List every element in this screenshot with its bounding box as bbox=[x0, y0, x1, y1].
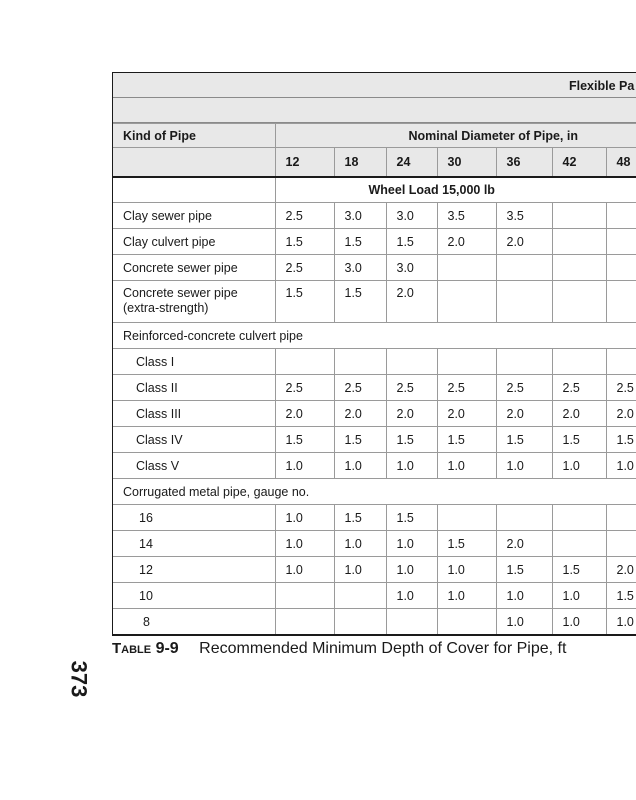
value-cell: 2.5 bbox=[606, 375, 636, 401]
value-cell bbox=[552, 349, 606, 375]
value-cell: 1.0 bbox=[386, 583, 437, 609]
value-cell: 1.5 bbox=[334, 505, 386, 531]
table-row bbox=[113, 229, 636, 255]
value-cell: 1.0 bbox=[386, 557, 437, 583]
value-cell: 1.0 bbox=[437, 583, 496, 609]
value-cell bbox=[606, 349, 636, 375]
value-cell: 2.0 bbox=[606, 401, 636, 427]
value-cell bbox=[606, 203, 636, 229]
group-row bbox=[113, 479, 636, 505]
wheel-load-label: Wheel Load 15,000 lb bbox=[275, 177, 636, 203]
group-row bbox=[113, 323, 636, 349]
wheel-load-blank bbox=[113, 177, 275, 203]
value-cell bbox=[496, 255, 552, 281]
table-row bbox=[113, 453, 636, 479]
value-cell: 2.5 bbox=[437, 375, 496, 401]
value-cell bbox=[437, 505, 496, 531]
value-cell: 1.0 bbox=[334, 557, 386, 583]
value-cell: 1.0 bbox=[552, 583, 606, 609]
table-row bbox=[113, 401, 636, 427]
value-cell bbox=[606, 229, 636, 255]
value-cell: 2.0 bbox=[437, 401, 496, 427]
value-cell: 1.0 bbox=[552, 453, 606, 479]
row-label: 8 bbox=[113, 609, 275, 635]
value-cell: 1.0 bbox=[437, 557, 496, 583]
table-caption bbox=[112, 634, 636, 658]
table-row bbox=[113, 427, 636, 453]
value-cell: 1.5 bbox=[386, 505, 437, 531]
value-cell: 1.5 bbox=[496, 427, 552, 453]
value-cell: 1.5 bbox=[437, 427, 496, 453]
value-cell: 1.5 bbox=[606, 583, 636, 609]
table-row bbox=[113, 203, 636, 229]
value-cell: 3.5 bbox=[437, 203, 496, 229]
value-cell: 1.5 bbox=[552, 557, 606, 583]
value-cell bbox=[496, 349, 552, 375]
value-cell bbox=[552, 229, 606, 255]
value-cell bbox=[275, 609, 334, 635]
value-cell bbox=[437, 255, 496, 281]
value-cell: 1.5 bbox=[386, 229, 437, 255]
value-cell: 1.0 bbox=[386, 531, 437, 557]
value-cell: 1.0 bbox=[275, 557, 334, 583]
value-cell bbox=[437, 609, 496, 635]
table-row bbox=[113, 349, 636, 375]
caption-label: Table bbox=[112, 640, 152, 657]
value-cell: 1.0 bbox=[496, 453, 552, 479]
value-cell: 1.5 bbox=[496, 557, 552, 583]
value-cell: 1.0 bbox=[496, 583, 552, 609]
value-cell: 2.5 bbox=[275, 375, 334, 401]
value-cell: 2.5 bbox=[275, 255, 334, 281]
value-cell: 1.5 bbox=[275, 281, 334, 323]
value-cell bbox=[552, 203, 606, 229]
value-cell: 1.5 bbox=[334, 229, 386, 255]
value-cell: 2.0 bbox=[334, 401, 386, 427]
caption-number: 9-9 bbox=[155, 640, 179, 657]
value-cell: 1.0 bbox=[334, 531, 386, 557]
value-cell: 2.0 bbox=[552, 401, 606, 427]
row-label: Class IV bbox=[113, 427, 275, 453]
table-row bbox=[113, 609, 636, 635]
value-cell bbox=[437, 349, 496, 375]
caption-text: Recommended Minimum Depth of Cover for Pipe, ft bbox=[199, 640, 567, 657]
value-cell: 1.0 bbox=[275, 453, 334, 479]
diameter-12: 12 bbox=[275, 148, 334, 178]
value-cell: 3.0 bbox=[334, 255, 386, 281]
value-cell: 2.0 bbox=[275, 401, 334, 427]
value-cell: 1.0 bbox=[606, 609, 636, 635]
value-cell: 1.0 bbox=[275, 531, 334, 557]
value-cell bbox=[334, 583, 386, 609]
diameter-48: 48 bbox=[606, 148, 636, 178]
row-label: Clay culvert pipe bbox=[113, 229, 275, 255]
value-cell bbox=[496, 505, 552, 531]
value-cell bbox=[437, 281, 496, 323]
header-row bbox=[113, 124, 636, 148]
value-cell: 1.0 bbox=[334, 453, 386, 479]
diameter-18: 18 bbox=[334, 148, 386, 178]
row-label: Class V bbox=[113, 453, 275, 479]
value-cell: 2.5 bbox=[334, 375, 386, 401]
row-label: Class I bbox=[113, 349, 275, 375]
value-cell: 2.0 bbox=[386, 401, 437, 427]
value-cell bbox=[334, 609, 386, 635]
row-label: 10 bbox=[113, 583, 275, 609]
value-cell: 1.0 bbox=[496, 609, 552, 635]
table-row bbox=[113, 375, 636, 401]
value-cell bbox=[552, 505, 606, 531]
value-cell: 3.0 bbox=[386, 203, 437, 229]
row-label: Concrete sewer pipe bbox=[113, 255, 275, 281]
value-cell: 1.5 bbox=[275, 427, 334, 453]
diameter-42: 42 bbox=[552, 148, 606, 178]
value-cell: 1.0 bbox=[606, 453, 636, 479]
value-cell: 2.5 bbox=[275, 203, 334, 229]
value-cell: 1.5 bbox=[386, 427, 437, 453]
value-cell bbox=[552, 281, 606, 323]
row-label: Concrete sewer pipe (extra-strength) bbox=[113, 281, 275, 323]
value-cell: 2.0 bbox=[496, 401, 552, 427]
table-row bbox=[113, 531, 636, 557]
value-cell: 1.5 bbox=[552, 427, 606, 453]
table-row bbox=[113, 281, 636, 323]
value-cell bbox=[334, 349, 386, 375]
value-cell bbox=[606, 531, 636, 557]
diameter-row-blank bbox=[113, 148, 275, 178]
value-cell: 1.5 bbox=[437, 531, 496, 557]
value-cell: 2.0 bbox=[496, 531, 552, 557]
value-cell: 2.0 bbox=[496, 229, 552, 255]
table-title-band bbox=[113, 73, 636, 98]
value-cell: 2.0 bbox=[386, 281, 437, 323]
value-cell: 3.5 bbox=[496, 203, 552, 229]
value-cell bbox=[275, 583, 334, 609]
diameter-header: Nominal Diameter of Pipe, in bbox=[275, 124, 636, 148]
value-cell bbox=[552, 255, 606, 281]
wheel-load-row bbox=[113, 177, 636, 203]
value-cell bbox=[552, 531, 606, 557]
table-row bbox=[113, 255, 636, 281]
value-cell: 1.0 bbox=[552, 609, 606, 635]
cover-depth-table bbox=[113, 123, 636, 635]
value-cell bbox=[275, 349, 334, 375]
value-cell: 3.0 bbox=[334, 203, 386, 229]
kind-of-pipe-header: Kind of Pipe bbox=[113, 124, 275, 148]
table-row bbox=[113, 505, 636, 531]
value-cell bbox=[606, 255, 636, 281]
group-label: Reinforced-concrete culvert pipe bbox=[113, 323, 636, 349]
value-cell: 2.5 bbox=[496, 375, 552, 401]
value-cell: 2.5 bbox=[386, 375, 437, 401]
row-label: 12 bbox=[113, 557, 275, 583]
value-cell: 1.5 bbox=[334, 281, 386, 323]
table-blank-band bbox=[113, 98, 636, 123]
diameter-24: 24 bbox=[386, 148, 437, 178]
value-cell bbox=[606, 281, 636, 323]
row-label: Class II bbox=[113, 375, 275, 401]
value-cell bbox=[386, 349, 437, 375]
row-label: 16 bbox=[113, 505, 275, 531]
value-cell: 1.5 bbox=[606, 427, 636, 453]
row-label: Clay sewer pipe bbox=[113, 203, 275, 229]
table-row bbox=[113, 583, 636, 609]
value-cell bbox=[386, 609, 437, 635]
value-cell: 2.0 bbox=[606, 557, 636, 583]
group-label: Corrugated metal pipe, gauge no. bbox=[113, 479, 636, 505]
value-cell bbox=[606, 505, 636, 531]
value-cell: 1.0 bbox=[275, 505, 334, 531]
row-label: 14 bbox=[113, 531, 275, 557]
diameter-30: 30 bbox=[437, 148, 496, 178]
value-cell bbox=[496, 281, 552, 323]
table-row bbox=[113, 557, 636, 583]
table-frame bbox=[112, 72, 636, 636]
value-cell: 1.0 bbox=[386, 453, 437, 479]
diameter-row bbox=[113, 148, 636, 178]
table-title: Flexible Pa bbox=[569, 79, 635, 93]
value-cell: 1.0 bbox=[437, 453, 496, 479]
value-cell: 2.5 bbox=[552, 375, 606, 401]
value-cell: 1.5 bbox=[334, 427, 386, 453]
value-cell: 1.5 bbox=[275, 229, 334, 255]
value-cell: 3.0 bbox=[386, 255, 437, 281]
diameter-36: 36 bbox=[496, 148, 552, 178]
page-number: 373 bbox=[66, 660, 92, 698]
table-body bbox=[113, 124, 636, 635]
row-label: Class III bbox=[113, 401, 275, 427]
value-cell: 2.0 bbox=[437, 229, 496, 255]
